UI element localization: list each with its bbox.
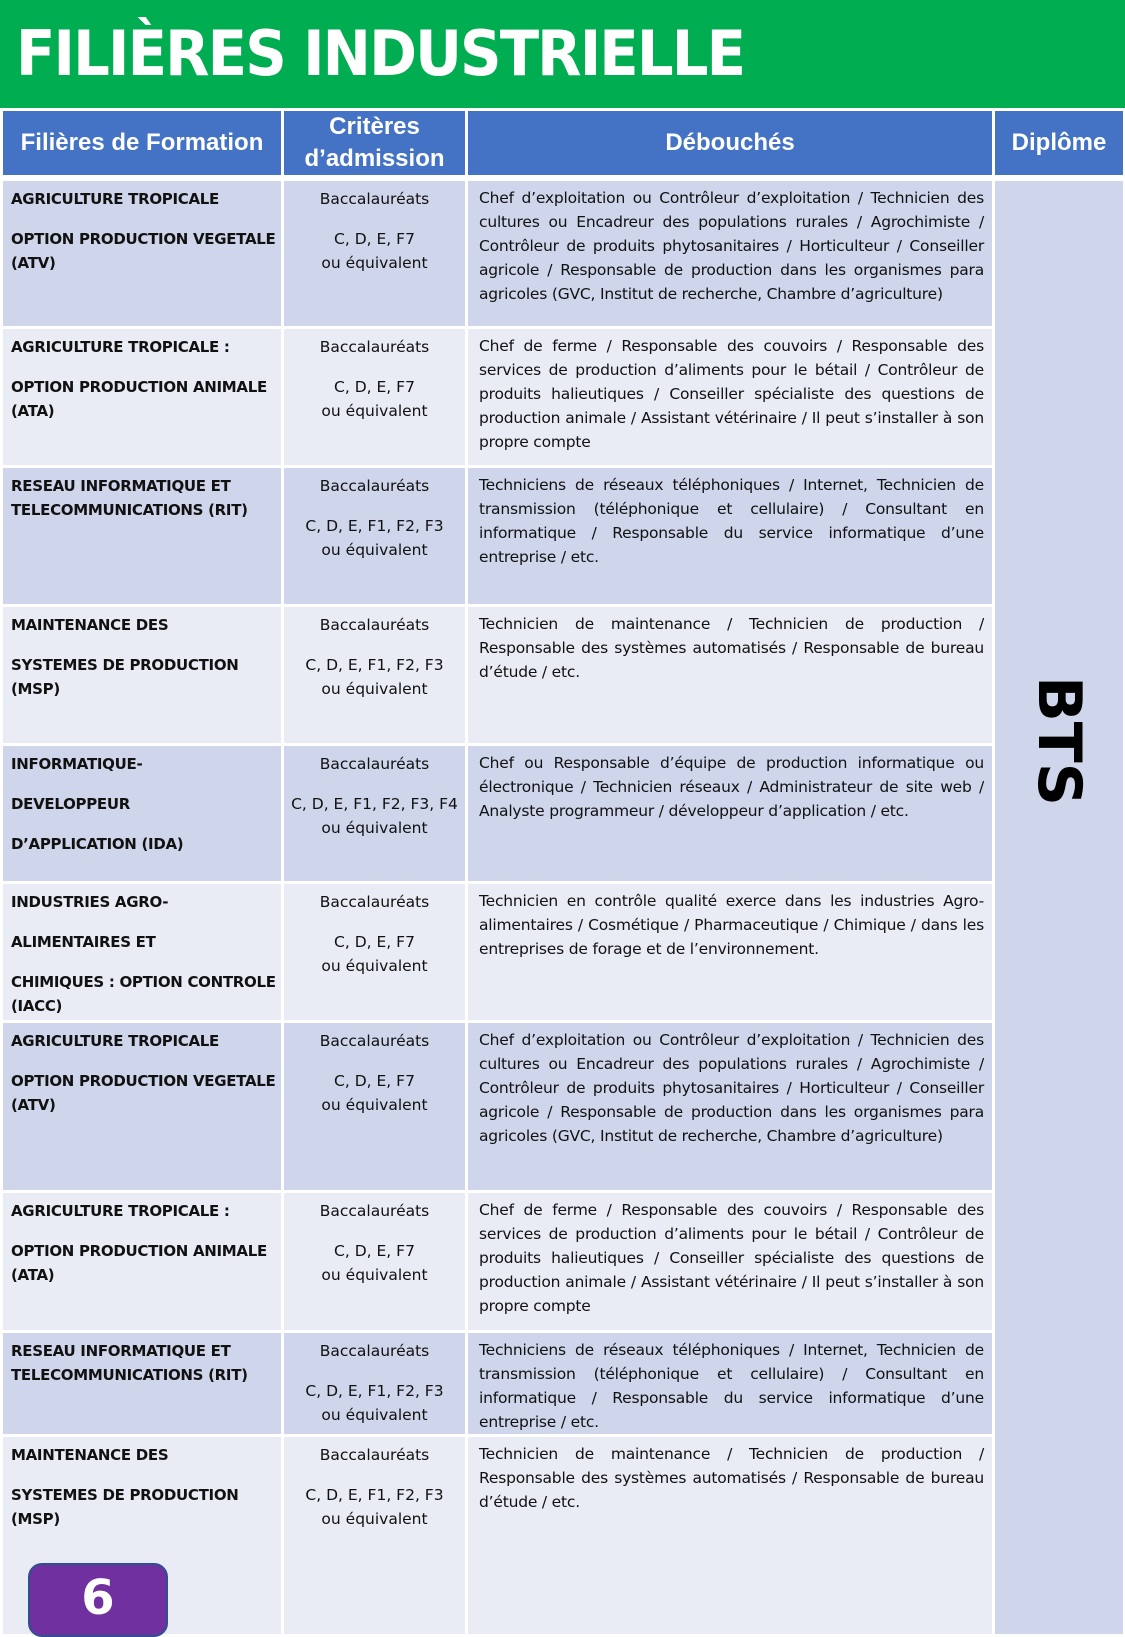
filiere-name <box>3 884 281 1018</box>
programs-table <box>0 108 1125 1637</box>
criteres-title: Baccalauréats <box>319 337 430 356</box>
filiere-line: CHIMIQUES : OPTION CONTROLE (IACC) <box>11 972 276 1015</box>
header-debouches: Débouchés <box>467 110 994 179</box>
criteres-equivalent: ou équivalent <box>321 1095 428 1114</box>
filiere-line: DEVELOPPEUR <box>11 794 130 813</box>
table-row <box>2 605 1125 744</box>
filiere-line: MAINTENANCE DES <box>11 1445 169 1464</box>
debouches-text: Chef de ferme / Responsable des couvoirs / Responsable des services de production d’aliments pour le bétail / Contrôleur de produits halieutiques / Conseiller spécialiste des questions de production animale / Assistant vétérinaire / Il peut s’installer à son propre compte <box>479 1200 984 1315</box>
table-row <box>2 466 1125 605</box>
criteres-cell <box>283 744 467 882</box>
criteres-cell <box>283 1191 467 1331</box>
filiere-cell <box>2 327 283 466</box>
criteres-cell <box>283 1331 467 1435</box>
criteres-series: C, D, E, F7 <box>334 1071 415 1090</box>
criteres-title: Baccalauréats <box>319 190 430 208</box>
criteres-title: Baccalauréats <box>319 1031 430 1050</box>
header-filieres: Filières de Formation <box>2 110 283 179</box>
criteres-title: Baccalauréats <box>319 1201 430 1220</box>
criteres-title: Baccalauréats <box>319 1445 430 1464</box>
table-body <box>2 178 1125 1635</box>
filiere-name <box>3 181 281 275</box>
criteres-equivalent: ou équivalent <box>321 956 428 975</box>
criteres-title: Baccalauréats <box>319 476 430 495</box>
criteres-cell <box>283 466 467 605</box>
criteres-series: C, D, E, F1, F2, F3 <box>305 1485 444 1504</box>
criteres-equivalent: ou équivalent <box>321 1509 428 1528</box>
filiere-line: RESEAU INFORMATIQUE ET TELECOMMUNICATIONS (RIT) <box>11 1341 248 1384</box>
criteres-equivalent: ou équivalent <box>321 818 428 837</box>
debouches-cell <box>467 178 994 327</box>
title-banner <box>0 0 1125 108</box>
criteres-series: C, D, E, F1, F2, F3 <box>305 516 444 535</box>
criteres-series: C, D, E, F1, F2, F3 <box>305 1381 444 1400</box>
filiere-line: AGRICULTURE TROPICALE <box>11 190 219 208</box>
criteres-title: Baccalauréats <box>319 892 430 911</box>
criteres-title: Baccalauréats <box>319 754 430 773</box>
criteres-title: Baccalauréats <box>319 1341 430 1360</box>
filiere-line: INDUSTRIES AGRO- <box>11 892 169 911</box>
filiere-name <box>3 329 281 423</box>
criteres-series: C, D, E, F1, F2, F3, F4 <box>291 794 458 813</box>
filiere-line: OPTION PRODUCTION VEGETALE (ATV) <box>11 1071 276 1114</box>
criteres-cell <box>283 1021 467 1191</box>
filiere-line: RESEAU INFORMATIQUE ET TELECOMMUNICATIONS (RIT) <box>11 476 248 519</box>
criteres-equivalent: ou équivalent <box>321 540 428 559</box>
filiere-line: OPTION PRODUCTION ANIMALE (ATA) <box>11 377 267 420</box>
page-title: FILIÈRES INDUSTRIELLE <box>16 17 745 90</box>
criteres-cell <box>283 1435 467 1635</box>
diploma-cell <box>994 178 1125 1635</box>
header-diplome: Diplôme <box>994 110 1125 179</box>
criteres-series: C, D, E, F1, F2, F3 <box>305 655 444 674</box>
criteres-cell <box>283 327 467 466</box>
filiere-name <box>3 1023 281 1117</box>
filiere-name <box>3 746 281 856</box>
criteres-cell <box>283 605 467 744</box>
filiere-cell <box>2 1191 283 1331</box>
debouches-cell <box>467 744 994 882</box>
filiere-name <box>3 1437 281 1531</box>
debouches-text: Technicien en contrôle qualité exerce dans les industries Agro-alimentaires / Cosmétique / Pharmaceutique / Chimique / dans les entreprises de forage et de l’environnement. <box>479 891 984 958</box>
debouches-cell <box>467 327 994 466</box>
filiere-line: AGRICULTURE TROPICALE <box>11 1031 219 1050</box>
filiere-line: SYSTEMES DE PRODUCTION (MSP) <box>11 655 239 698</box>
filiere-name <box>3 1193 281 1287</box>
header-criteres: Critères d’admission <box>283 110 467 179</box>
table-header-row <box>2 110 1125 179</box>
criteres-series: C, D, E, F7 <box>334 230 415 248</box>
table-row <box>2 1191 1125 1331</box>
table-row <box>2 744 1125 882</box>
debouches-cell <box>467 605 994 744</box>
debouches-text: Techniciens de réseaux téléphoniques / Internet, Technicien de transmission (téléphonique et cellulaire) / Consultant en informatique / Responsable du service informatique d’une entreprise / etc. <box>479 475 984 566</box>
criteres-series: C, D, E, F7 <box>334 932 415 951</box>
debouches-cell <box>467 1331 994 1435</box>
debouches-cell <box>467 882 994 1021</box>
debouches-cell <box>467 1021 994 1191</box>
filiere-cell <box>2 605 283 744</box>
criteres-series: C, D, E, F7 <box>334 377 415 396</box>
criteres-title: Baccalauréats <box>319 615 430 634</box>
debouches-text: Chef ou Responsable d’équipe de production informatique ou électronique / Technicien réseaux / Administrateur de site web / Analyste programmeur / développeur d’application / etc. <box>479 753 984 820</box>
criteres-cell <box>283 882 467 1021</box>
filiere-line: AGRICULTURE TROPICALE : <box>11 1201 230 1220</box>
filiere-line: OPTION PRODUCTION ANIMALE (ATA) <box>11 1241 267 1284</box>
diploma-label: BTS <box>1024 676 1094 806</box>
debouches-cell <box>467 466 994 605</box>
debouches-text: Technicien de maintenance / Technicien de production / Responsable des systèmes automatisés / Responsable de bureau d’étude / etc. <box>479 1444 984 1511</box>
filiere-cell <box>2 882 283 1021</box>
filiere-cell <box>2 1021 283 1191</box>
debouches-text: Chef d’exploitation ou Contrôleur d’exploitation / Technicien des cultures ou Encadreur des populations rurales / Agrochimiste / Contrôleur de produits phytosanitaires / Horticulteur / Conseiller agricole / Responsable de production dans les organismes para agricoles (GVC, Institut de recherche, Chambre d’agriculture) <box>479 189 984 303</box>
filiere-line: AGRICULTURE TROPICALE : <box>11 337 230 356</box>
filiere-cell <box>2 1331 283 1435</box>
filiere-name <box>3 468 281 522</box>
debouches-cell <box>467 1191 994 1331</box>
criteres-equivalent: ou équivalent <box>321 1405 428 1424</box>
filiere-cell <box>2 466 283 605</box>
criteres-series: C, D, E, F7 <box>334 1241 415 1260</box>
filiere-cell <box>2 744 283 882</box>
filiere-name <box>3 1333 281 1387</box>
filiere-line: OPTION PRODUCTION VEGETALE (ATV) <box>11 230 276 272</box>
filiere-line: SYSTEMES DE PRODUCTION (MSP) <box>11 1485 239 1528</box>
filiere-name <box>3 607 281 701</box>
page-number-badge: 6 <box>28 1563 168 1637</box>
criteres-equivalent: ou équivalent <box>321 679 428 698</box>
filiere-line: D’APPLICATION (IDA) <box>11 834 184 853</box>
filiere-line: MAINTENANCE DES <box>11 615 169 634</box>
criteres-equivalent: ou équivalent <box>321 254 428 272</box>
table-row <box>2 882 1125 1021</box>
criteres-equivalent: ou équivalent <box>321 1265 428 1284</box>
table-row <box>2 1021 1125 1191</box>
criteres-cell <box>283 178 467 327</box>
filiere-cell <box>2 178 283 327</box>
debouches-text: Techniciens de réseaux téléphoniques / Internet, Technicien de transmission (téléphonique et cellulaire) / Consultant en informatique / Responsable du service informatique d’une entreprise / etc. <box>479 1340 984 1431</box>
debouches-text: Chef d’exploitation ou Contrôleur d’exploitation / Technicien des cultures ou Encadreur des populations rurales / Agrochimiste / Contrôleur de produits phytosanitaires / Horticulteur / Conseiller agricole / Responsable de production dans les organismes para agricoles (GVC, Institut de recherche, Chambre d’agriculture) <box>479 1030 984 1145</box>
table-row <box>2 178 1125 327</box>
table-row <box>2 1331 1125 1435</box>
debouches-text: Chef de ferme / Responsable des couvoirs / Responsable des services de production d’aliments pour le bétail / Contrôleur de produits halieutiques / Conseiller spécialiste des questions de production animale / Assistant vétérinaire / Il peut s’installer à son propre compte <box>479 336 984 451</box>
table-row <box>2 327 1125 466</box>
debouches-cell <box>467 1435 994 1635</box>
filiere-line: INFORMATIQUE- <box>11 754 143 773</box>
debouches-text: Technicien de maintenance / Technicien de production / Responsable des systèmes automatisés / Responsable de bureau d’étude / etc. <box>479 614 984 681</box>
filiere-line: ALIMENTAIRES ET <box>11 932 156 951</box>
table-row <box>2 1435 1125 1635</box>
criteres-equivalent: ou équivalent <box>321 401 428 420</box>
